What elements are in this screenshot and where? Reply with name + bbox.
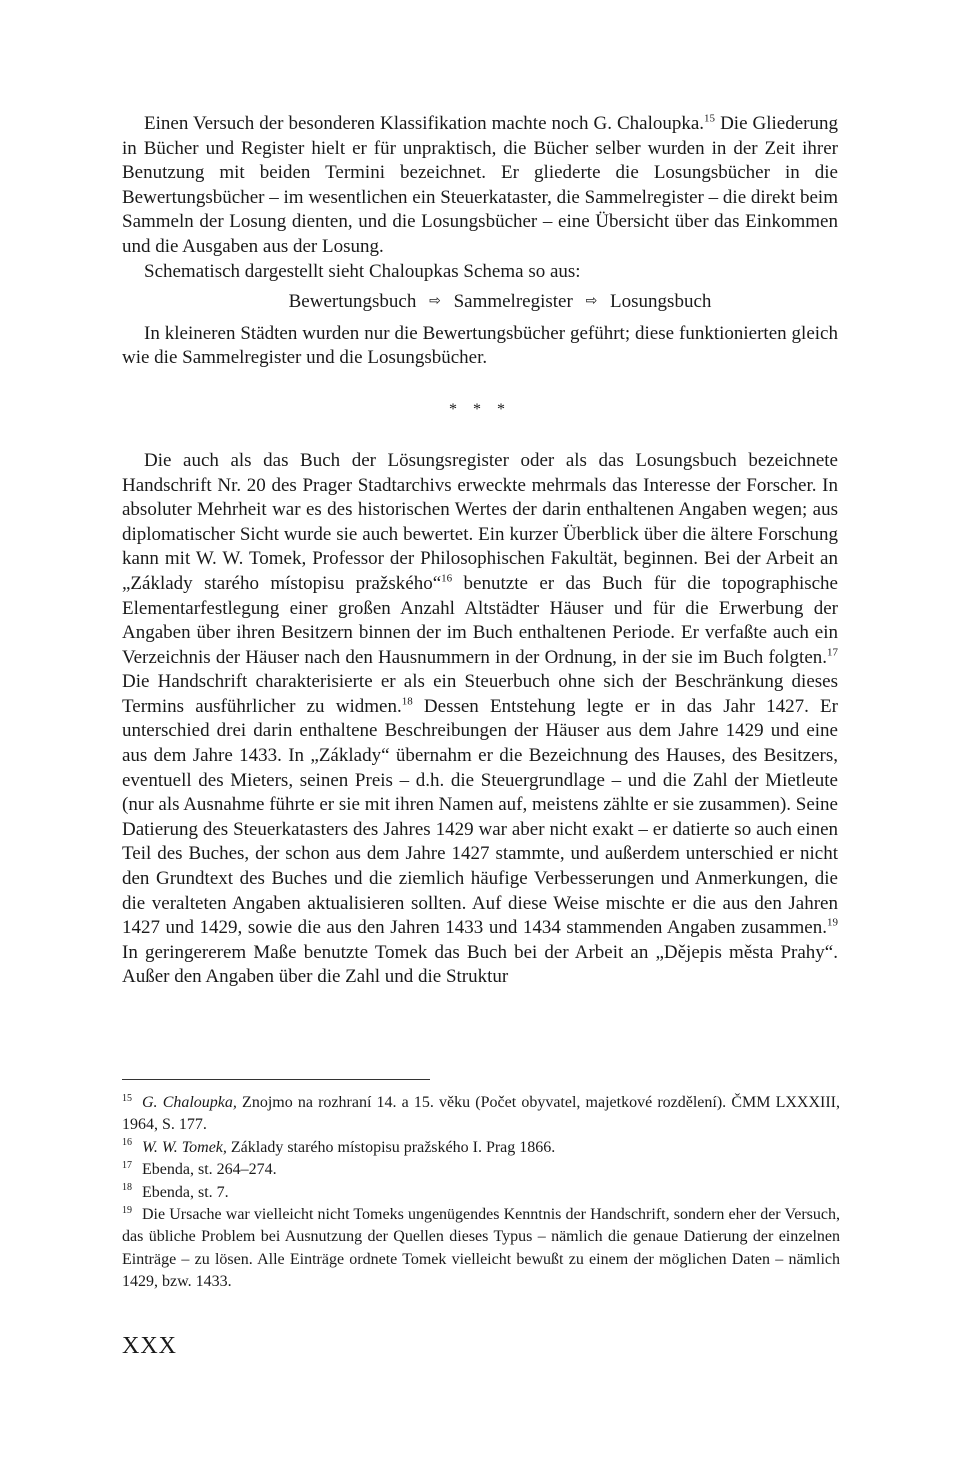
footnote-number: 17 — [122, 1159, 132, 1171]
paragraph-1-text-cont: Die Gliederung in Bücher und Register hielt er für unpraktisch, die Bücher selber wurden in der Zeit ihrer Benutzung mit beiden Termini bezeichnet. Er gliederte die Losungsbücher in die Bewertungsbücher – im wesentlichen ein Steuerkataster, die Sammelregister – die direkt beim Sammeln der Losung dienten, und die Losungsbücher – eine Übersicht über das Einkommen und die Ausgaben aus der Losung. — [122, 113, 838, 257]
arrow-right-icon: ⇨ — [585, 293, 598, 310]
paragraph-4-text-c: Die Handschrift charakterisierte er als ein Steuerbuch ohne sich der Beschränkung dieses Termins ausführlicher zu widmen. — [122, 671, 838, 717]
footnote-ref-17[interactable]: 17 — [827, 646, 838, 659]
footnote-text: Základy starého místopisu pražského I. Prag 1866. — [226, 1138, 556, 1156]
footnote-ref-15[interactable]: 15 — [704, 112, 716, 125]
footnote-number: 18 — [122, 1182, 132, 1194]
footnote-divider — [122, 1079, 430, 1080]
schema-item-sammelregister: Sammelregister — [453, 291, 573, 313]
paragraph-4 — [122, 449, 838, 990]
footnote-text: Znojmo na rozhraní 14. a 15. věku (Počet obyvatel, majetkové rozdělení). ČMM LXXXIII, 1964, S. 177. — [122, 1094, 841, 1134]
footnote-number: 15 — [122, 1092, 132, 1104]
footnote-number: 19 — [122, 1204, 132, 1216]
paragraph-1 — [122, 112, 838, 260]
paragraph-4-text: Die auch als das Buch der Lösungsregister oder als das Losungsbuch bezeichnete Handschrift Nr. 20 des Prager Stadtarchivs erweckte mehrmals das Interesse der Forscher. In absoluter Mehrheit war es des historischen Wertes der darin enthaltenen Angaben wegen; aus diplomatischer Sicht wurde sie auch bewertet. Ein kurzer Überblick über die ältere Forschung kann mit W. W. Tomek, Professor der Philosophischen Fakultät, beginnen. Bei der Arbeit an „Základy starého místopisu pražského“ — [122, 449, 838, 594]
footnote-19 — [122, 1204, 840, 1294]
page-number: XXX — [122, 1333, 177, 1359]
footnote-ref-18[interactable]: 18 — [401, 695, 413, 708]
main-text — [122, 112, 838, 990]
footnote-text: Ebenda, st. 7. — [142, 1183, 229, 1201]
section-separator: * * * — [449, 400, 511, 418]
schema-line — [122, 290, 838, 316]
footnote-number: 16 — [122, 1137, 132, 1149]
footnote-author: G. Chaloupka, — [142, 1094, 237, 1111]
paragraph-2: Schematisch dargestellt sieht Chaloupkas Schema so aus: — [144, 260, 581, 282]
footnotes — [122, 1092, 840, 1294]
footnote-17 — [122, 1159, 840, 1181]
footnote-ref-19[interactable]: 19 — [827, 916, 838, 929]
footnote-18 — [122, 1182, 840, 1204]
footnote-text: Ebenda, st. 264–274. — [142, 1161, 277, 1179]
footnote-text: Die Ursache war vielleicht nicht Tomeks ungenügendes Kenntnis der Handschrift, sondern eher der Versuch, das übliche Problem bei Ausnutzung der Quellen dieses Typus – nämlich die genaue Datierung der einzelnen Einträge – zu lösen. Alle Einträge ordnete Tomek vielleicht bewußt zu einem der möglichen Daten – nämlich 1429, bzw. 1433. — [122, 1206, 840, 1291]
footnote-author: W. W. Tomek, — [142, 1138, 227, 1156]
paragraph-4-text-b: benutzte er das Buch für die topographische Elementarfestlegung einer großen Anzahl Altstädter Häuser und für die Erwerbung der Angaben über ihren Besitzern binnen der im Buch enthaltenen Periode. Er verfaßte auch ein Verzeichnis der Häuser nach den Hausnummern in der Ordnung, in der sie im Buch folgten. — [122, 572, 838, 668]
footnote-16 — [122, 1137, 840, 1159]
paragraph-4-text-e: In geringererem Maße benutzte Tomek das Buch bei der Arbeit an „Dějepis města Prahy“. Außer den Angaben über die Zahl und die Struktur — [122, 941, 838, 988]
paragraph-4-text-d: Dessen Entstehung legte er in das Jahr 1427. Er unterschied drei darin enthaltene Beschreibungen der Häuser aus dem Jahre 1429 und eine aus dem Jahre 1433. In „Základy“ übernahm er die Bezeichnung des Hauses, des Besitzers, eventuell des Mieters, seinen Preis – d.h. die Steuergrundlage – und die Zahl der Mietleute (nur als Ausnahme führte er sie mit ihren Namen auf, meistens zählte er sie zusammen). Seine Datierung des Steuerkatasters des Jahres 1429 war aber nicht exakt – er datierte so auch einen Teil des Buches, der schon aus dem Jahre 1427 stammte, und außerdem unterschied er nicht den Grundtext des Buches und die ziemlich häufige Verbesserungen und Anmerkungen, die die veralteten Angaben aktualisieren sollten. Auf diese Weise mischte er die aus den Jahren 1427 und 1429, sowie die aus den Jahren 1433 und 1434 stammenden Angaben zusammen. — [122, 695, 838, 939]
schema-item-losungsbuch: Losungsbuch — [610, 291, 712, 313]
footnote-ref-16[interactable]: 16 — [441, 572, 453, 585]
schema-item-bewertungsbuch: Bewertungsbuch — [288, 291, 417, 313]
footnote-15 — [122, 1092, 840, 1137]
paragraph-1-text: Einen Versuch der besonderen Klassifikation machte noch G. Chaloupka. — [144, 113, 705, 134]
paragraph-3: In kleineren Städten wurden nur die Bewertungsbücher geführt; diese funktionierten gleich wie die Sammelregister und die Losungsbücher. — [122, 322, 838, 369]
arrow-right-icon: ⇨ — [429, 293, 441, 310]
